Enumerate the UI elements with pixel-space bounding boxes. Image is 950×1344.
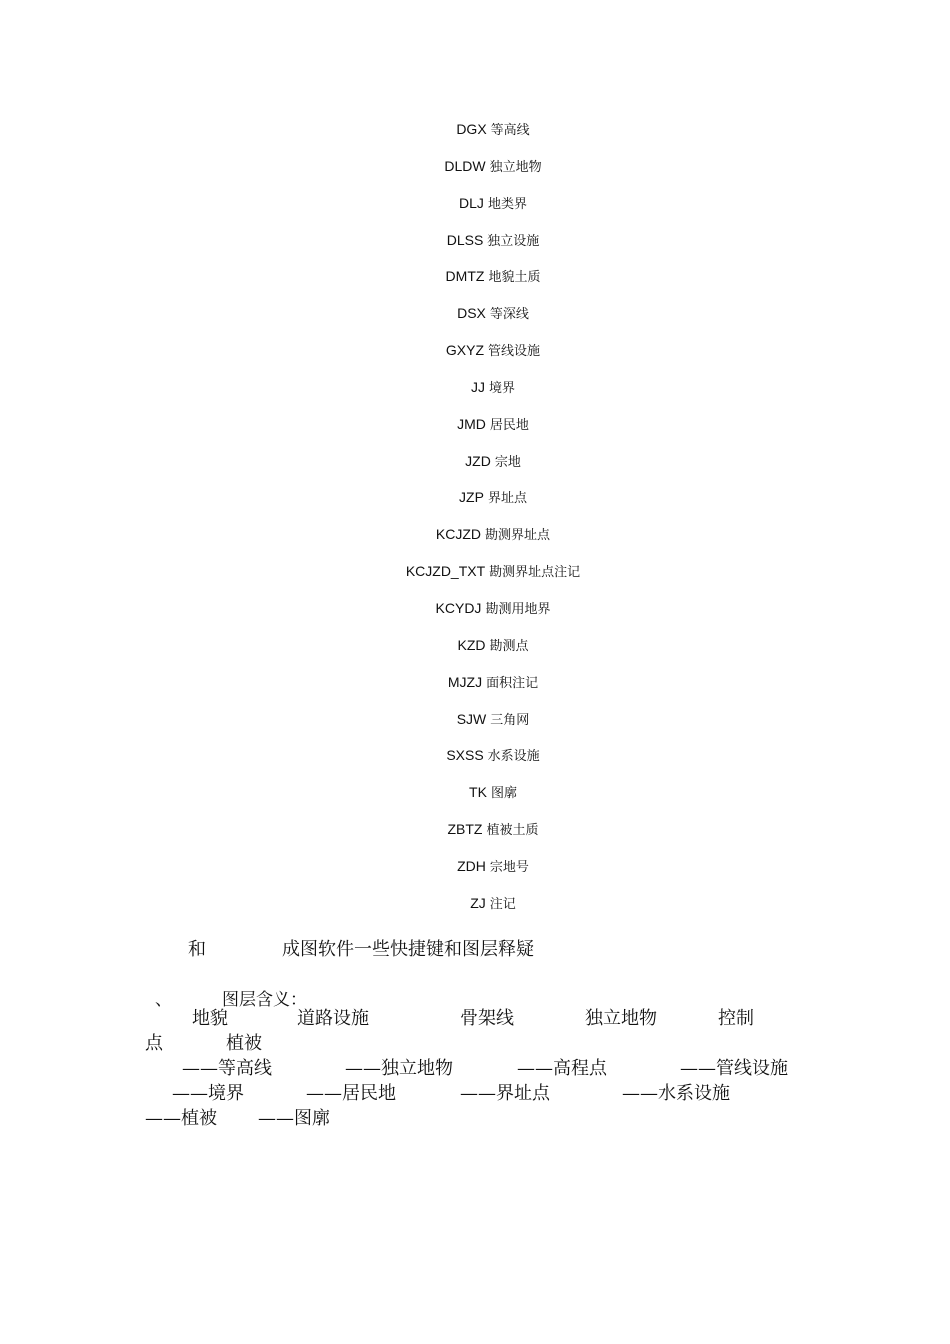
layer-name: 图廓 — [490, 786, 517, 802]
meaning-residential: ——居民地 — [306, 1083, 396, 1104]
layer-code: JMD — [457, 415, 486, 432]
meaning-control: 控制 — [718, 1008, 754, 1029]
layer-name: 地类界 — [487, 196, 527, 212]
layer-code: JJ — [470, 378, 485, 395]
meaning-elevation-point: ——高程点 — [517, 1058, 607, 1079]
layer-code: ZDH — [457, 857, 486, 874]
layer-item-gxyz — [0, 339, 950, 376]
meaning-skeleton-line: 骨架线 — [460, 1008, 514, 1029]
layer-item-kcjzd — [0, 523, 950, 560]
section-title — [188, 935, 534, 961]
layer-name: 地貌土质 — [488, 270, 541, 286]
layer-name: 管线设施 — [488, 344, 541, 360]
layer-name: 注记 — [489, 896, 516, 912]
meaning-contour: ——等高线 — [182, 1058, 272, 1079]
meaning-vegetation: 植被 — [226, 1033, 262, 1054]
layer-code: JZD — [465, 452, 491, 469]
layer-code: DLDW — [444, 157, 486, 174]
sub-title-text: 图层含义： — [222, 990, 307, 1010]
layer-list — [0, 118, 950, 929]
layer-code: KCJZD_TXT — [405, 563, 486, 580]
layer-code: KZD — [457, 636, 486, 653]
layer-item-sxss — [0, 744, 950, 781]
layer-code: ZJ — [470, 894, 486, 911]
section-title-right: 成图软件一些快捷键和图层释疑 — [282, 939, 534, 960]
layer-item-zbtz — [0, 818, 950, 855]
layer-name: 等高线 — [490, 123, 530, 138]
meaning-road-facility: 道路设施 — [297, 1008, 369, 1029]
sub-title-mark: 、 — [155, 990, 172, 1010]
layer-item-dlss — [0, 229, 950, 266]
layer-name: 勘测界址点 — [485, 528, 551, 544]
meaning-boundary-point: ——界址点 — [460, 1083, 550, 1104]
layer-item-jzp — [0, 486, 950, 523]
layer-name: 境界 — [488, 380, 515, 396]
meaning-independent-feature: 独立地物 — [585, 1008, 657, 1029]
layer-name: 独立设施 — [487, 233, 540, 249]
layer-name: 界址点 — [487, 491, 527, 507]
meaning-map-frame: ——图廓 — [258, 1108, 330, 1129]
layer-code: DMTZ — [445, 268, 485, 285]
layer-item-kcydj — [0, 597, 950, 634]
layer-item-jj — [0, 376, 950, 413]
layer-name: 居民地 — [489, 417, 529, 433]
layer-code: KCJZD — [435, 526, 482, 543]
layer-code: TK — [469, 784, 487, 801]
layer-item-dldw — [0, 155, 950, 192]
layer-code: KCYDJ — [435, 599, 482, 616]
meaning-point: 点 — [145, 1033, 163, 1054]
layer-item-jzd — [0, 450, 950, 487]
layer-code: DGX — [456, 121, 487, 137]
layer-code: DSX — [457, 305, 486, 322]
layer-name: 独立地物 — [489, 159, 542, 175]
layer-item-zj — [0, 892, 950, 929]
layer-code: DLJ — [459, 194, 484, 211]
layer-name: 面积注记 — [486, 675, 539, 691]
layer-name: 植被土质 — [486, 823, 539, 839]
meaning-vegetation-layer: ——植被 — [145, 1108, 217, 1129]
layer-item-dmtz — [0, 265, 950, 302]
meaning-independent-object: ——独立地物 — [345, 1058, 453, 1079]
layer-item-zdh — [0, 855, 950, 892]
layer-item-tk — [0, 781, 950, 818]
layer-item-dlj — [0, 192, 950, 229]
layer-code: GXYZ — [445, 342, 485, 359]
layer-name: 水系设施 — [487, 749, 540, 765]
meaning-pipeline-facility: ——管线设施 — [680, 1058, 788, 1079]
layer-item-dsx — [0, 302, 950, 339]
meaning-landform: 地貌 — [192, 1008, 228, 1029]
layer-item-jmd — [0, 413, 950, 450]
layer-code: SXSS — [446, 747, 484, 764]
layer-item-kzd — [0, 634, 950, 671]
sub-title — [155, 985, 307, 1010]
layer-code: DLSS — [446, 231, 484, 248]
layer-item-sjw — [0, 708, 950, 745]
layer-code: SJW — [456, 710, 487, 727]
layer-code: MJZJ — [447, 673, 483, 690]
meaning-water-facility: ——水系设施 — [622, 1083, 730, 1104]
layer-name: 宗地 — [494, 454, 521, 470]
layer-item-dgx — [0, 118, 950, 155]
layer-name: 勘测点 — [489, 638, 529, 654]
layer-name: 宗地号 — [489, 859, 529, 875]
layer-name: 等深线 — [489, 307, 529, 323]
meaning-boundary: ——境界 — [172, 1083, 244, 1104]
layer-code: JZP — [459, 489, 484, 506]
layer-code: ZBTZ — [447, 821, 483, 838]
layer-name: 勘测界址点注记 — [489, 565, 581, 581]
layer-item-kcjzd-txt — [0, 560, 950, 597]
layer-name: 勘测用地界 — [485, 601, 551, 617]
layer-name: 三角网 — [490, 712, 530, 728]
layer-item-mjzj — [0, 671, 950, 708]
section-title-left: 和 — [188, 939, 206, 960]
